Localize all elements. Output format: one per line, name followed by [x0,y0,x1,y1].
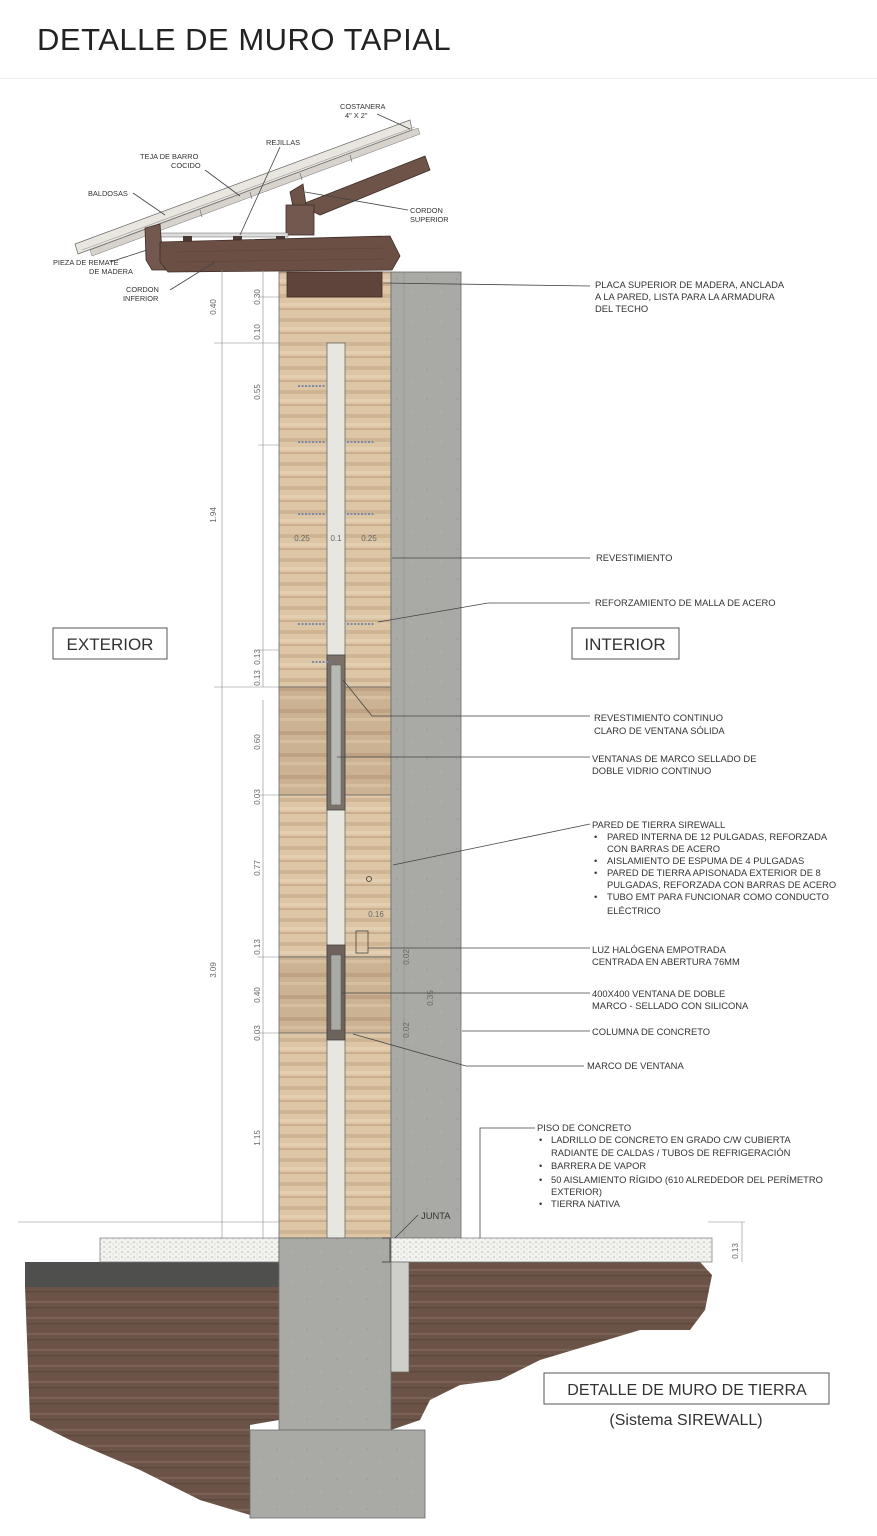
dim-0-13-b: 0.13 [253,670,262,686]
foundation-stem [279,1238,391,1430]
revestimiento-label: REVESTIMIENTO [596,552,673,563]
dim-0-60: 0.60 [253,734,262,750]
cordon-superior-label: CORDON [410,206,443,215]
dim-0-40-b: 0.40 [253,987,262,1003]
cordon-inferior-label-2: INFERIOR [123,294,159,303]
dim-0-02-a: 0.02 [402,949,411,965]
dim-0-13-d: 0.13 [731,1243,740,1259]
dim-0-77: 0.77 [253,860,262,876]
dim-0-16: 0.16 [368,910,384,919]
caption-title: DETALLE DE MURO DE TIERRA [567,1382,807,1399]
dim-0-03-a: 0.03 [253,789,262,805]
dim-0-55: 0.55 [253,384,262,400]
luz-label-2: CENTRADA EN ABERTURA 76MM [592,956,740,967]
sirewall-bullet: • [594,867,598,878]
rejillas-label: REJILLAS [266,138,301,147]
costanera-size-label: 4" X 2" [345,111,368,120]
window-glass-small [331,955,341,1030]
caption-subtitle: (Sistema SIREWALL) [609,1412,763,1429]
placa-label-3: DEL TECHO [595,303,649,314]
dim-3-09: 3.09 [209,962,218,978]
sirewall-bullet: • [594,891,598,902]
cordon-inferior [160,236,400,272]
dim-0-35: 0.35 [426,990,435,1006]
dim-0-25-left: 0.25 [294,534,310,543]
piso-bullet: • [539,1174,543,1185]
exterior-label: EXTERIOR [66,635,154,654]
sirewall-b1-cont: CON BARRAS DE ACERO [607,843,721,854]
cordon-inferior-label: CORDON [126,285,159,294]
ventanas-label: VENTANAS DE MARCO SELLADO DE [592,753,757,764]
remate-label-2: DE MADERA [89,267,133,276]
piso-title: PISO DE CONCRETO [537,1122,632,1133]
piso-b3: 50 AISLAMIENTO RÍGIDO (610 ALREDEDOR DEL PERÍMETRO [551,1174,823,1185]
perimeter-insulation [391,1262,409,1372]
ventana400-label-2: MARCO - SELLADO CON SILICONA [592,1000,749,1011]
soil-right [391,1262,712,1430]
foundation-footing [250,1430,425,1518]
piso-bullet: • [539,1134,543,1145]
piso-b3-cont: EXTERIOR) [551,1186,603,1197]
sirewall-b4-cont: ELÉCTRICO [607,905,661,916]
piso-b1-cont: RADIANTE DE CALDAS / TUBOS DE REFRIGERACIÓN [551,1147,791,1158]
dim-1-94: 1.94 [209,507,218,523]
dim-1-15: 1.15 [253,1130,262,1146]
baldosa-strip [160,233,288,237]
teja-label: TEJA DE BARRO [140,152,199,161]
placa-label: PLACA SUPERIOR DE MADERA, ANCLADA [595,279,785,290]
window-glass-large [331,665,341,805]
malla-label: REFORZAMIENTO DE MALLA DE ACERO [595,597,776,608]
soil-left [25,1287,279,1515]
sirewall-b1: PARED INTERNA DE 12 PULGADAS, REFORZADA [607,831,828,842]
interior-label: INTERIOR [584,635,666,654]
dim-0-13-c: 0.13 [253,939,262,955]
sirewall-b2: AISLAMIENTO DE ESPUMA DE 4 PULGADAS [607,855,805,866]
junta-label: JUNTA [421,1210,451,1221]
piso-b2: BARRERA DE VAPOR [551,1160,647,1171]
dim-0-10: 0.10 [253,324,262,340]
baldosas-label: BALDOSAS [88,189,128,198]
rev-continuo-label: REVESTIMIENTO CONTINUO [594,712,724,723]
marco-label: MARCO DE VENTANA [587,1060,684,1071]
concrete-column [391,272,461,1238]
piso-b1: LADRILLO DE CONCRETO EN GRADO C/W CUBIERTA [551,1134,791,1145]
dim-0-02-b: 0.02 [402,1022,411,1038]
slab-left [100,1238,279,1262]
ventanas-label-2: DOBLE VIDRIO CONTINUO [592,765,712,776]
dim-0-03-b: 0.03 [253,1025,262,1041]
sirewall-b4: TUBO EMT PARA FUNCIONAR COMO CONDUCTO [607,891,829,902]
remate-label: PIEZA DE REMATE [53,258,119,267]
sirewall-b3-cont: PULGADAS, REFORZADA CON BARRAS DE ACERO [607,879,837,890]
dim-0-1: 0.1 [330,534,342,543]
sirewall-bullet: • [594,855,598,866]
sirewall-title: PARED DE TIERRA SIREWALL [592,819,726,830]
piso-bullet: • [539,1160,543,1171]
costanera-label: COSTANERA [340,102,386,111]
slab-edge-left [25,1262,279,1287]
cordon-superior [286,205,314,235]
rev-continuo-label-2: CLARO DE VENTANA SÓLIDA [594,725,725,736]
piso-b4: TIERRA NATIVA [551,1198,620,1209]
diagram-caption [544,1373,829,1429]
sirewall-bullet: • [594,831,598,842]
page-title: DETALLE DE MURO TAPIAL [37,22,452,57]
luz-label: LUZ HALÓGENA EMPOTRADA [592,944,726,955]
top-plate [287,272,382,297]
rammed-earth-wall [279,272,391,1238]
dim-0-25-right: 0.25 [361,534,377,543]
dim-0-13-a: 0.13 [253,649,262,665]
cordon-superior-label-2: SUPERIOR [410,215,449,224]
sirewall-b3: PARED DE TIERRA APISONADA EXTERIOR DE 8 [607,867,821,878]
ventana400-label: 400X400 VENTANA DE DOBLE [592,988,726,999]
roof-assembly [75,120,430,272]
piso-bullet: • [539,1198,543,1209]
columna-label: COLUMNA DE CONCRETO [592,1026,711,1037]
dim-0-40: 0.40 [209,299,218,315]
callout-labels [421,279,836,1221]
slab-right [386,1238,712,1262]
teja-label-2: COCIDO [171,161,201,170]
placa-label-2: A LA PARED, LISTA PARA LA ARMADURA [595,291,775,302]
dim-0-30: 0.30 [253,289,262,305]
